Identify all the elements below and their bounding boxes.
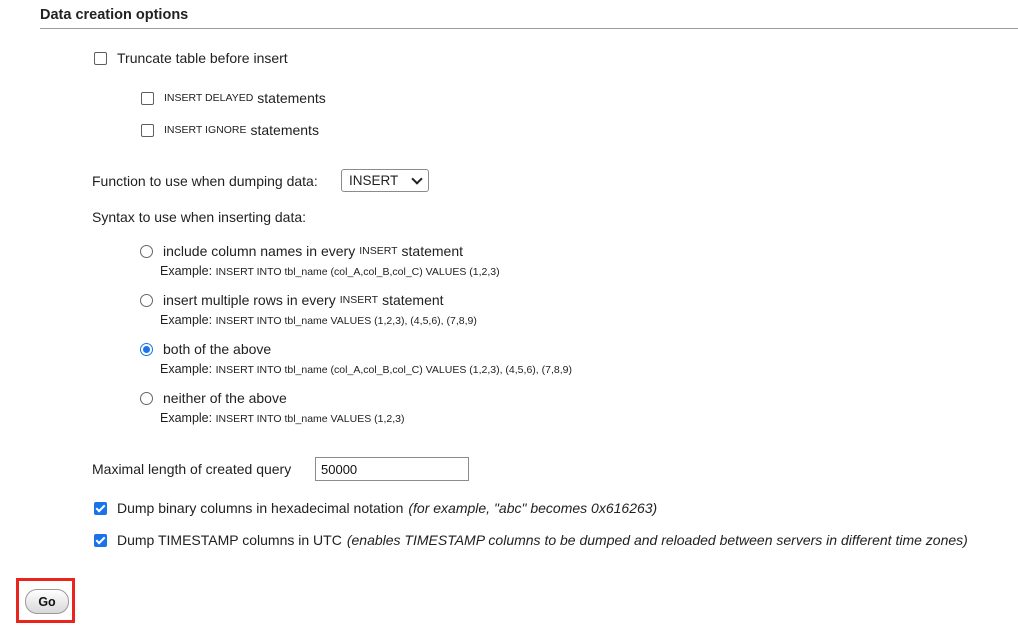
- section-title: Data creation options: [40, 7, 189, 23]
- insert-delayed-suffix: statements: [257, 90, 326, 106]
- insert-ignore-option[interactable]: [141, 122, 319, 138]
- go-button[interactable]: Go: [25, 589, 69, 614]
- hex-binary-option[interactable]: [94, 500, 657, 516]
- timestamp-utc-hint: (enables TIMESTAMP columns to be dumped and reloaded between servers in different time zones): [346, 532, 968, 548]
- hex-binary-checkbox[interactable]: [94, 502, 107, 515]
- syntax-option-text: include column names in every: [163, 243, 356, 259]
- syntax-option-keyword: INSERT: [339, 294, 379, 306]
- insert-delayed-keyword: INSERT DELAYED: [164, 92, 254, 104]
- timestamp-utc-checkbox[interactable]: [94, 534, 107, 547]
- insert-ignore-suffix: statements: [250, 122, 319, 138]
- syntax-example-include-columns: [160, 264, 500, 278]
- syntax-example-multiple-rows: [160, 313, 477, 327]
- insert-delayed-option[interactable]: [141, 90, 326, 106]
- syntax-example-neither: [160, 411, 404, 425]
- example-code: INSERT INTO tbl_name VALUES (1,2,3): [215, 413, 405, 425]
- function-select-value: INSERT: [349, 173, 399, 188]
- syntax-example-both: [160, 362, 572, 376]
- function-select[interactable]: [341, 169, 429, 192]
- syntax-option-both[interactable]: [140, 341, 271, 357]
- max-query-input[interactable]: [315, 457, 469, 481]
- example-prefix: Example:: [160, 362, 213, 376]
- syntax-option-text-after: statement: [401, 243, 464, 259]
- example-code: INSERT INTO tbl_name (col_A,col_B,col_C) VALUES (1,2,3): [215, 266, 500, 278]
- syntax-label: Syntax to use when inserting data:: [92, 209, 307, 225]
- truncate-option[interactable]: [94, 50, 288, 66]
- truncate-label: Truncate table before insert: [117, 50, 288, 66]
- syntax-radio-both[interactable]: [140, 343, 153, 356]
- syntax-radio-multiple-rows[interactable]: [140, 294, 153, 307]
- example-code: INSERT INTO tbl_name VALUES (1,2,3), (4,5,6), (7,8,9): [215, 315, 477, 327]
- syntax-option-neither[interactable]: [140, 390, 287, 406]
- truncate-checkbox[interactable]: [94, 52, 107, 65]
- syntax-option-text: insert multiple rows in every: [163, 292, 336, 308]
- syntax-option-text: neither of the above: [163, 390, 287, 406]
- syntax-option-keyword: INSERT: [359, 245, 398, 257]
- max-query-label: Maximal length of created query: [92, 461, 292, 477]
- syntax-option-multiple-rows[interactable]: [140, 292, 444, 308]
- insert-ignore-checkbox[interactable]: [141, 124, 154, 137]
- syntax-option-text-after: statement: [382, 292, 444, 308]
- section-divider: [40, 28, 1018, 29]
- insert-delayed-checkbox[interactable]: [141, 92, 154, 105]
- example-prefix: Example:: [160, 264, 213, 278]
- chevron-down-icon: [411, 173, 422, 184]
- timestamp-utc-option[interactable]: [94, 532, 968, 548]
- syntax-radio-include-columns[interactable]: [140, 245, 153, 258]
- example-prefix: Example:: [160, 313, 213, 327]
- hex-binary-label: Dump binary columns in hexadecimal notation: [117, 500, 404, 516]
- insert-ignore-keyword: INSERT IGNORE: [164, 124, 247, 136]
- syntax-option-include-columns[interactable]: [140, 243, 463, 259]
- function-label: Function to use when dumping data:: [92, 173, 318, 189]
- example-code: INSERT INTO tbl_name (col_A,col_B,col_C) VALUES (1,2,3), (4,5,6), (7,8,9): [215, 364, 572, 376]
- hex-binary-hint: (for example, "abc" becomes 0x616263): [408, 500, 658, 516]
- syntax-radio-neither[interactable]: [140, 392, 153, 405]
- timestamp-utc-label: Dump TIMESTAMP columns in UTC: [117, 532, 342, 548]
- example-prefix: Example:: [160, 411, 213, 425]
- syntax-option-text: both of the above: [163, 341, 272, 357]
